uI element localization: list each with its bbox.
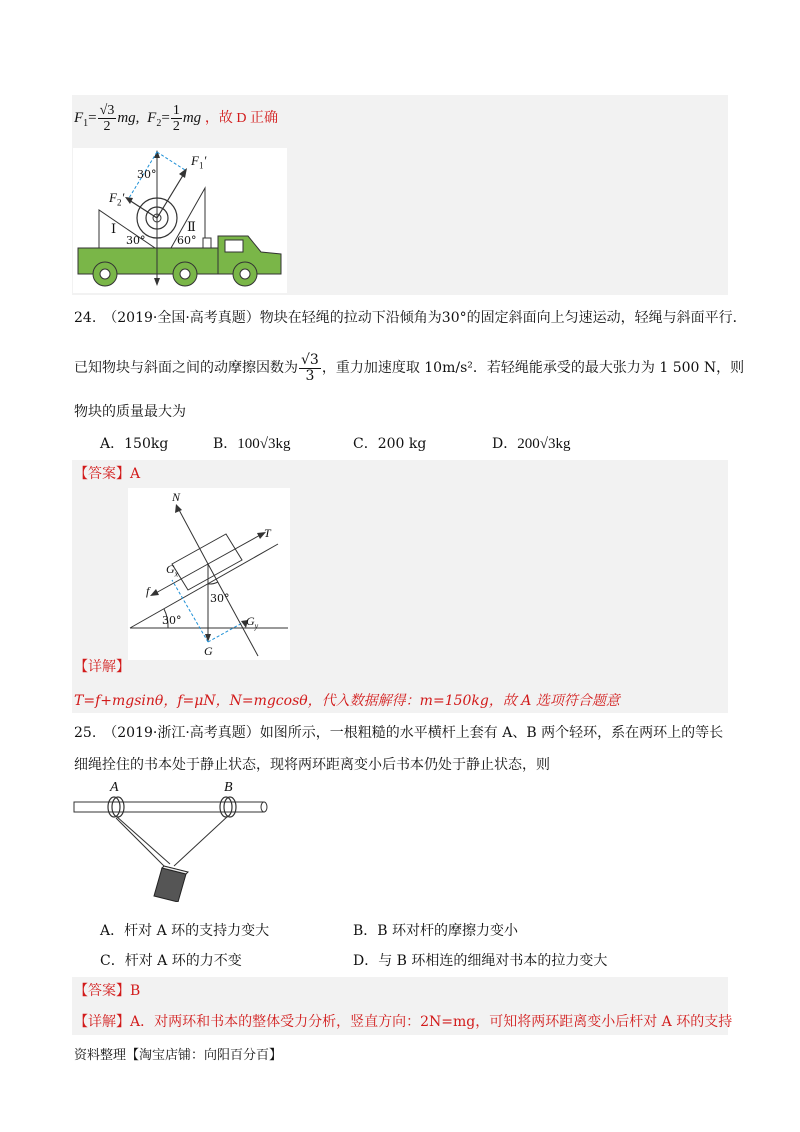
incline-diagram-svg <box>128 488 290 660</box>
q24-option-a: A．150kg <box>100 436 169 452</box>
angle-left-label: 30° <box>126 234 146 247</box>
q25-option-d: D．与 B 环相连的细绳对书本的拉力变大 <box>353 953 608 969</box>
truck-force-diagram <box>73 148 287 293</box>
q25-stem-line2: 细绳拴住的书本处于静止状态，现将两环距离变小后书本仍处于静止状态，则 <box>74 757 550 773</box>
mu-fraction: $\frac{√3}{3}$ <box>301 351 319 384</box>
rings-book-diagram <box>70 782 270 902</box>
q23-conclusion: ，故 D 正确 <box>204 111 279 126</box>
q25-option-c: C．杆对 A 环的力不变 <box>100 953 242 969</box>
wedge-two-label: Ⅱ <box>187 220 196 235</box>
q25-option-b: B．B 环对杆的摩擦力变小 <box>353 923 519 939</box>
angle-inner-label: 30° <box>210 592 230 605</box>
friction-label: f <box>146 584 150 598</box>
q25-answer: 【答案】B <box>74 983 141 999</box>
q25-option-a: A．杆对 A 环的支持力变大 <box>100 923 270 939</box>
q24-stem-line2: 已知物块与斜面之间的动摩擦因数为 $\frac{√3}{3}$ ，重力加速度取 10m/s²．若轻绳能承受的最大张力为 1 500 N，则 <box>74 351 745 384</box>
f1-denominator: 2 <box>103 119 111 135</box>
gravity-label: G <box>204 644 213 658</box>
q23-formula: $F_1=$ $\frac{√3}{2}$ mg, $F_2=$ $\frac{1}{2}$ mg ，故 D 正确 <box>74 103 279 135</box>
tension-label: T <box>264 526 271 540</box>
truck-diagram-svg <box>73 148 287 293</box>
normal-force-label: N <box>172 490 181 504</box>
gy-label: $G_y$ <box>246 614 259 631</box>
q24-option-d: D．200√3kg <box>492 436 571 452</box>
q25-detail: 【详解】A．对两环和书本的整体受力分析，竖直方向：2N=mg，可知将两环距离变小后杆对 A 环的支持 <box>74 1014 733 1030</box>
f2-numerator: 1 <box>172 103 180 119</box>
q24-detail: T=f+mgsinθ，f=μN，N=mgcosθ，代入数据解得：m=150kg，故 A 选项符合题意 <box>74 693 620 709</box>
wedge-one-label: Ⅰ <box>111 222 117 237</box>
angle-right-label: 60° <box>177 234 197 247</box>
q24-answer: 【答案】A <box>74 466 141 482</box>
q24-stem-line1: 24. （2019·全国·高考真题）物块在轻绳的拉动下沿倾角为30°的固定斜面向上匀速运动，轻绳与斜面平行． <box>74 310 747 326</box>
f2-denominator: 2 <box>172 119 180 135</box>
page-footer: 资料整理【淘宝店铺：向阳百分百】 <box>74 1048 283 1063</box>
ring-b-label: B <box>224 780 233 795</box>
rings-diagram-svg <box>70 782 270 902</box>
angle-base-label: 30° <box>162 614 182 627</box>
q24-option-c: C．200 kg <box>353 436 427 452</box>
gx-label: $G_x$ <box>166 562 179 579</box>
ring-a-label: A <box>110 780 119 795</box>
incline-force-diagram <box>128 488 290 660</box>
q24-detail-label: 【详解】 <box>74 659 130 675</box>
q25-stem-line1: 25. （2019·浙江·高考真题）如图所示，一根粗糙的水平横杆上套有 A、B 两个轻环，系在两环上的等长 <box>74 725 724 741</box>
f1-numerator: √3 <box>99 103 115 119</box>
f2-prime-label: $F_2'$ <box>109 190 125 208</box>
f1-prime-label: $F_1'$ <box>191 153 207 171</box>
q24-option-b: B．100√3kg <box>213 436 291 452</box>
q24-stem-line3: 物块的质量最大为 <box>74 404 186 420</box>
angle-top-label: 30° <box>137 168 157 181</box>
